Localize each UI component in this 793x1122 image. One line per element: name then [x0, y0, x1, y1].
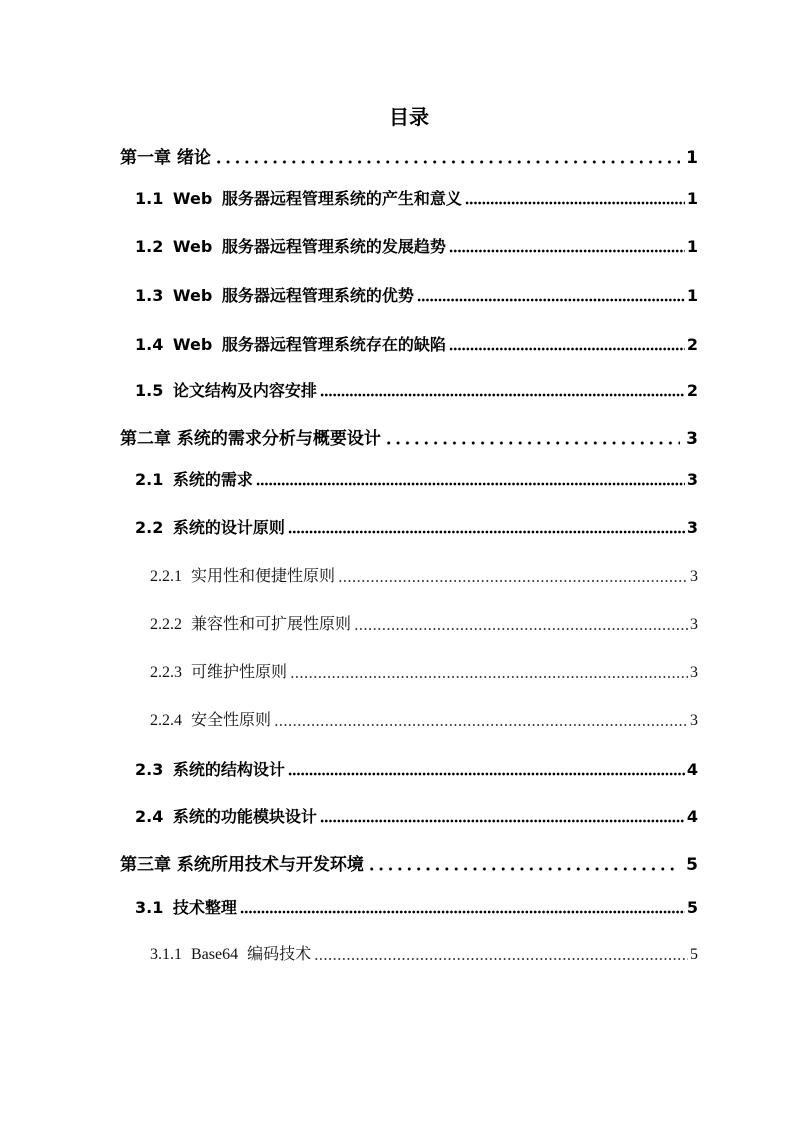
dot-leader	[384, 441, 680, 445]
dot-leader	[288, 772, 685, 776]
toc-entry-page: 2	[686, 335, 698, 354]
toc-entry-label: 1.2 Web 服务器远程管理系统的发展趋势	[135, 237, 446, 256]
toc-section-2-1[interactable]	[135, 468, 698, 492]
toc-entry-page: 3	[690, 616, 698, 633]
dot-leader	[465, 201, 685, 205]
toc-entry-label: 第三章 系统所用技术与开发环境	[120, 855, 364, 875]
toc-entry-page: 5	[686, 855, 698, 875]
toc-entry-page: 3	[686, 518, 698, 537]
toc-section-1-2[interactable]	[135, 235, 698, 259]
dot-leader	[449, 347, 685, 351]
toc-section-2-3[interactable]	[135, 758, 698, 782]
dot-leader	[274, 723, 688, 727]
dot-leader	[354, 627, 688, 631]
dot-leader	[320, 819, 685, 823]
toc-section-3-1[interactable]	[135, 896, 698, 920]
dot-leader	[449, 249, 685, 253]
toc-entry-page: 5	[690, 946, 698, 963]
toc-entry-page: 2	[686, 381, 698, 400]
toc-entry-page: 3	[686, 429, 698, 449]
dot-leader	[417, 298, 685, 302]
toc-subsection-2-2-3[interactable]	[150, 661, 698, 685]
dot-leader	[320, 393, 685, 397]
toc-entry-label: 1.4 Web 服务器远程管理系统存在的缺陷	[135, 335, 446, 354]
toc-entry-label: 3.1 技术整理	[135, 898, 237, 917]
dot-leader	[256, 482, 685, 486]
toc-section-1-1[interactable]	[135, 187, 698, 211]
toc-entry-page: 4	[686, 807, 698, 826]
toc-entry-page: 3	[690, 664, 698, 681]
toc-entry-page: 5	[686, 898, 698, 917]
dot-leader	[214, 160, 680, 164]
toc-entry-label: 2.2.4 安全性原则	[150, 712, 272, 729]
toc-entry-page: 3	[690, 712, 698, 729]
toc-entry-label: 1.5 论文结构及内容安排	[135, 381, 317, 400]
dot-leader	[367, 867, 680, 871]
dot-leader	[288, 530, 685, 534]
toc-section-1-4[interactable]	[135, 333, 698, 357]
toc-subsection-2-2-4[interactable]	[150, 709, 698, 733]
toc-entry-label: 3.1.1 Base64 编码技术	[150, 946, 312, 963]
toc-entry-page: 1	[686, 286, 698, 305]
toc-entry-page: 1	[686, 148, 698, 168]
dot-leader	[290, 675, 688, 679]
dot-leader	[240, 910, 685, 914]
toc-section-1-5[interactable]	[135, 379, 698, 403]
toc-entry-page: 3	[690, 568, 698, 585]
toc-section-1-3[interactable]	[135, 284, 698, 308]
toc-chapter-3[interactable]	[120, 853, 698, 877]
toc-entry-label: 2.2 系统的设计原则	[135, 518, 285, 537]
dot-leader	[314, 957, 688, 961]
toc-entry-label: 2.2.3 可维护性原则	[150, 664, 288, 681]
toc-entry-label: 2.2.1 实用性和便捷性原则	[150, 568, 336, 585]
toc-chapter-1[interactable]	[120, 146, 698, 170]
toc-chapter-2[interactable]	[120, 427, 698, 451]
toc-subsection-3-1-1[interactable]	[150, 943, 698, 967]
toc-entry-label: 2.1 系统的需求	[135, 470, 253, 489]
toc-subsection-2-2-2[interactable]	[150, 613, 698, 637]
toc-entry-label: 1.3 Web 服务器远程管理系统的优势	[135, 286, 414, 305]
toc-entry-label: 第一章 绪论	[120, 148, 211, 168]
toc-entry-label: 第二章 系统的需求分析与概要设计	[120, 429, 381, 449]
toc-entry-page: 1	[686, 189, 698, 208]
dot-leader	[338, 579, 688, 583]
toc-entry-label: 2.4 系统的功能模块设计	[135, 807, 317, 826]
toc-entry-page: 1	[686, 237, 698, 256]
toc-entry-page: 4	[686, 760, 698, 779]
toc-entry-label: 2.2.2 兼容性和可扩展性原则	[150, 616, 352, 633]
toc-entry-page: 3	[686, 470, 698, 489]
toc-section-2-2[interactable]	[135, 516, 698, 540]
toc-subsection-2-2-1[interactable]	[150, 565, 698, 589]
toc-section-2-4[interactable]	[135, 805, 698, 829]
toc-title: 目录	[389, 105, 429, 129]
toc-entry-label: 2.3 系统的结构设计	[135, 760, 285, 779]
toc-entry-label: 1.1 Web 服务器远程管理系统的产生和意义	[135, 189, 462, 208]
